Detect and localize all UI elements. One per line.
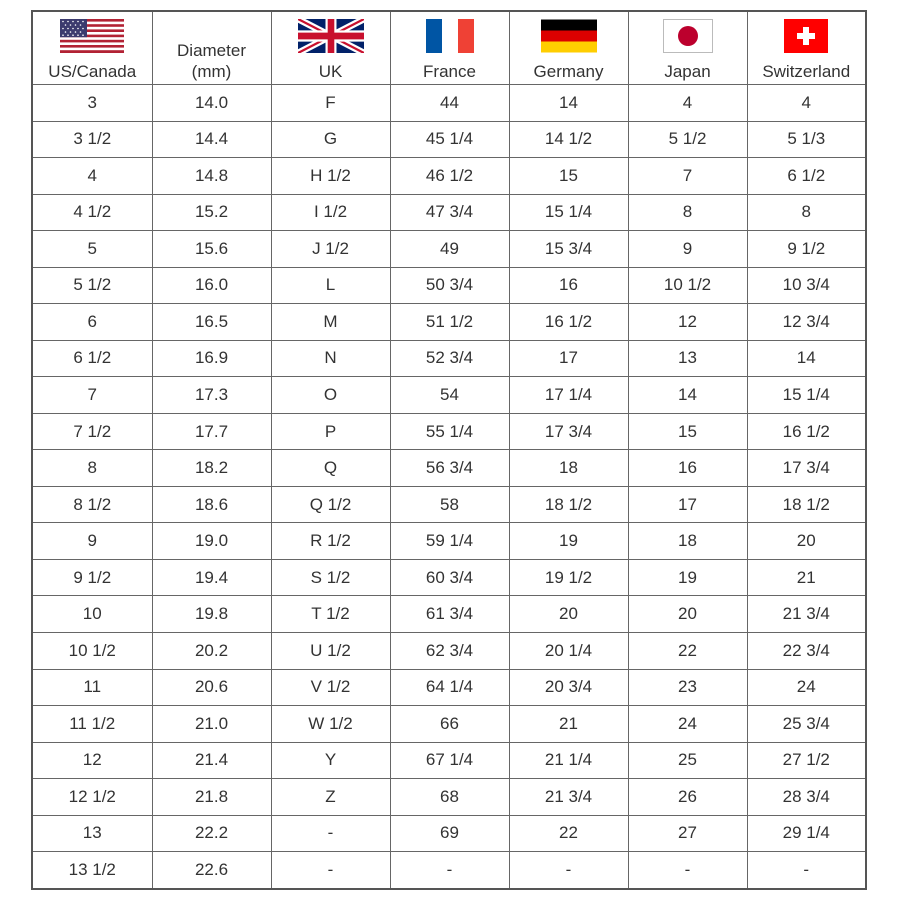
- table-header: [32, 11, 866, 85]
- cell-us-canada: 8: [32, 450, 152, 487]
- cell-uk: Q: [271, 450, 390, 487]
- header-row: [32, 11, 866, 85]
- table-row: [32, 523, 866, 560]
- cell-japan: 27: [628, 815, 747, 852]
- cell-uk: R 1/2: [271, 523, 390, 560]
- cell-us-canada: 9 1/2: [32, 559, 152, 596]
- cell-japan: 13: [628, 340, 747, 377]
- cell-uk: G: [271, 121, 390, 158]
- table-row: [32, 632, 866, 669]
- cell-us-canada: 11 1/2: [32, 706, 152, 743]
- cell-japan: 14: [628, 377, 747, 414]
- cell-france: 45 1/4: [390, 121, 509, 158]
- cell-us-canada: 10: [32, 596, 152, 633]
- table-row: [32, 340, 866, 377]
- cell-switzerland: 5 1/3: [747, 121, 866, 158]
- cell-japan: 23: [628, 669, 747, 706]
- cell-france: 64 1/4: [390, 669, 509, 706]
- cell-switzerland: 21 3/4: [747, 596, 866, 633]
- cell-diameter: 21.8: [152, 779, 271, 816]
- cell-france: 66: [390, 706, 509, 743]
- cell-france: 56 3/4: [390, 450, 509, 487]
- header-uk: [271, 11, 390, 85]
- header-switzerland: [747, 11, 866, 85]
- cell-germany: 15: [509, 158, 628, 195]
- cell-germany: 22: [509, 815, 628, 852]
- cell-germany: 21 3/4: [509, 779, 628, 816]
- cell-france: 62 3/4: [390, 632, 509, 669]
- cell-japan: 24: [628, 706, 747, 743]
- cell-diameter: 16.5: [152, 304, 271, 341]
- cell-switzerland: 15 1/4: [747, 377, 866, 414]
- cell-france: 58: [390, 486, 509, 523]
- cell-france: 69: [390, 815, 509, 852]
- header-label: Germany: [533, 62, 604, 81]
- cell-france: 46 1/2: [390, 158, 509, 195]
- cell-germany: 15 1/4: [509, 194, 628, 231]
- table-row: [32, 559, 866, 596]
- table-row: [32, 231, 866, 268]
- cell-us-canada: 13 1/2: [32, 852, 152, 889]
- cell-france: 60 3/4: [390, 559, 509, 596]
- cell-switzerland: 6 1/2: [747, 158, 866, 195]
- cell-uk: H 1/2: [271, 158, 390, 195]
- cell-germany: 17 1/4: [509, 377, 628, 414]
- table-row: [32, 742, 866, 779]
- cell-germany: 18 1/2: [509, 486, 628, 523]
- cell-uk: L: [271, 267, 390, 304]
- table-row: [32, 706, 866, 743]
- table-row: [32, 304, 866, 341]
- table-row: [32, 267, 866, 304]
- cell-diameter: 19.0: [152, 523, 271, 560]
- cell-uk: I 1/2: [271, 194, 390, 231]
- cell-us-canada: 4 1/2: [32, 194, 152, 231]
- cell-japan: 17: [628, 486, 747, 523]
- cell-switzerland: 22 3/4: [747, 632, 866, 669]
- cell-germany: 19: [509, 523, 628, 560]
- cell-diameter: 22.2: [152, 815, 271, 852]
- cell-france: 51 1/2: [390, 304, 509, 341]
- cell-diameter: 14.4: [152, 121, 271, 158]
- table-row: [32, 85, 866, 122]
- cell-germany: 21 1/4: [509, 742, 628, 779]
- cell-uk: P: [271, 413, 390, 450]
- cell-us-canada: 12 1/2: [32, 779, 152, 816]
- table-row: [32, 413, 866, 450]
- cell-us-canada: 6 1/2: [32, 340, 152, 377]
- cell-japan: 18: [628, 523, 747, 560]
- cell-uk: Q 1/2: [271, 486, 390, 523]
- cell-diameter: 17.7: [152, 413, 271, 450]
- cell-us-canada: 11: [32, 669, 152, 706]
- cell-switzerland: 18 1/2: [747, 486, 866, 523]
- cell-us-canada: 4: [32, 158, 152, 195]
- cell-us-canada: 3: [32, 85, 152, 122]
- cell-diameter: 15.6: [152, 231, 271, 268]
- header-label: UK: [318, 62, 343, 81]
- cell-diameter: 18.2: [152, 450, 271, 487]
- cell-france: 55 1/4: [390, 413, 509, 450]
- cell-switzerland: 10 3/4: [747, 267, 866, 304]
- ring-size-table: [31, 10, 867, 890]
- cell-germany: 15 3/4: [509, 231, 628, 268]
- table-body: [32, 85, 866, 890]
- cell-switzerland: -: [747, 852, 866, 889]
- cell-france: 68: [390, 779, 509, 816]
- cell-switzerland: 17 3/4: [747, 450, 866, 487]
- cell-switzerland: 8: [747, 194, 866, 231]
- header-japan: [628, 11, 747, 85]
- cell-germany: 17 3/4: [509, 413, 628, 450]
- cell-diameter: 19.4: [152, 559, 271, 596]
- cell-us-canada: 9: [32, 523, 152, 560]
- cell-germany: 21: [509, 706, 628, 743]
- cell-us-canada: 5: [32, 231, 152, 268]
- cell-japan: 12: [628, 304, 747, 341]
- cell-germany: 19 1/2: [509, 559, 628, 596]
- table-row: [32, 486, 866, 523]
- cell-uk: T 1/2: [271, 596, 390, 633]
- header-label-line2: (mm): [191, 62, 232, 81]
- cell-japan: 4: [628, 85, 747, 122]
- cell-uk: N: [271, 340, 390, 377]
- cell-france: 47 3/4: [390, 194, 509, 231]
- header-label: France: [423, 62, 476, 81]
- cell-uk: -: [271, 815, 390, 852]
- cell-japan: 22: [628, 632, 747, 669]
- cell-france: 54: [390, 377, 509, 414]
- table-row: [32, 450, 866, 487]
- cell-uk: J 1/2: [271, 231, 390, 268]
- cell-switzerland: 28 3/4: [747, 779, 866, 816]
- cell-france: 44: [390, 85, 509, 122]
- cell-germany: 14 1/2: [509, 121, 628, 158]
- cell-us-canada: 13: [32, 815, 152, 852]
- cell-diameter: 21.0: [152, 706, 271, 743]
- table-row: [32, 815, 866, 852]
- cell-diameter: 20.2: [152, 632, 271, 669]
- cell-switzerland: 20: [747, 523, 866, 560]
- cell-japan: 9: [628, 231, 747, 268]
- cell-germany: 18: [509, 450, 628, 487]
- germany-flag-icon: [541, 19, 597, 53]
- cell-diameter: 16.9: [152, 340, 271, 377]
- cell-japan: 8: [628, 194, 747, 231]
- cell-switzerland: 12 3/4: [747, 304, 866, 341]
- cell-diameter: 21.4: [152, 742, 271, 779]
- cell-us-canada: 3 1/2: [32, 121, 152, 158]
- cell-us-canada: 5 1/2: [32, 267, 152, 304]
- switzerland-flag-icon: [784, 19, 828, 53]
- uk-flag-icon: [298, 19, 364, 53]
- cell-japan: 26: [628, 779, 747, 816]
- cell-france: 50 3/4: [390, 267, 509, 304]
- cell-france: 61 3/4: [390, 596, 509, 633]
- header-france: [390, 11, 509, 85]
- cell-france: 49: [390, 231, 509, 268]
- table-row: [32, 121, 866, 158]
- cell-uk: Y: [271, 742, 390, 779]
- cell-us-canada: 10 1/2: [32, 632, 152, 669]
- cell-japan: 15: [628, 413, 747, 450]
- cell-uk: M: [271, 304, 390, 341]
- cell-diameter: 16.0: [152, 267, 271, 304]
- cell-switzerland: 16 1/2: [747, 413, 866, 450]
- cell-us-canada: 6: [32, 304, 152, 341]
- cell-switzerland: 25 3/4: [747, 706, 866, 743]
- header-diameter: [152, 11, 271, 85]
- cell-japan: 16: [628, 450, 747, 487]
- cell-japan: 20: [628, 596, 747, 633]
- cell-uk: F: [271, 85, 390, 122]
- header-label-line1: Diameter: [177, 41, 246, 60]
- cell-germany: -: [509, 852, 628, 889]
- cell-france: -: [390, 852, 509, 889]
- cell-japan: 7: [628, 158, 747, 195]
- cell-france: 67 1/4: [390, 742, 509, 779]
- cell-japan: -: [628, 852, 747, 889]
- cell-japan: 19: [628, 559, 747, 596]
- cell-diameter: 18.6: [152, 486, 271, 523]
- cell-uk: -: [271, 852, 390, 889]
- cell-france: 59 1/4: [390, 523, 509, 560]
- table-row: [32, 669, 866, 706]
- table-row: [32, 596, 866, 633]
- cell-diameter: 17.3: [152, 377, 271, 414]
- cell-switzerland: 9 1/2: [747, 231, 866, 268]
- table-row: [32, 779, 866, 816]
- cell-uk: U 1/2: [271, 632, 390, 669]
- cell-switzerland: 29 1/4: [747, 815, 866, 852]
- cell-uk: Z: [271, 779, 390, 816]
- cell-japan: 5 1/2: [628, 121, 747, 158]
- cell-germany: 16: [509, 267, 628, 304]
- cell-us-canada: 7: [32, 377, 152, 414]
- cell-germany: 16 1/2: [509, 304, 628, 341]
- header-us-canada: [32, 11, 152, 85]
- cell-uk: V 1/2: [271, 669, 390, 706]
- cell-us-canada: 12: [32, 742, 152, 779]
- table-row: [32, 194, 866, 231]
- header-germany: [509, 11, 628, 85]
- cell-germany: 20: [509, 596, 628, 633]
- cell-switzerland: 27 1/2: [747, 742, 866, 779]
- header-label: Switzerland: [762, 62, 851, 81]
- us-flag-icon: [60, 19, 124, 53]
- table-row: [32, 158, 866, 195]
- cell-switzerland: 21: [747, 559, 866, 596]
- cell-switzerland: 14: [747, 340, 866, 377]
- cell-japan: 25: [628, 742, 747, 779]
- cell-switzerland: 4: [747, 85, 866, 122]
- cell-diameter: 20.6: [152, 669, 271, 706]
- cell-diameter: 22.6: [152, 852, 271, 889]
- cell-uk: O: [271, 377, 390, 414]
- cell-france: 52 3/4: [390, 340, 509, 377]
- cell-us-canada: 8 1/2: [32, 486, 152, 523]
- cell-uk: S 1/2: [271, 559, 390, 596]
- cell-diameter: 19.8: [152, 596, 271, 633]
- header-label: Japan: [664, 62, 711, 81]
- france-flag-icon: [425, 19, 475, 53]
- cell-germany: 20 3/4: [509, 669, 628, 706]
- table-row: [32, 377, 866, 414]
- cell-us-canada: 7 1/2: [32, 413, 152, 450]
- header-label: US/Canada: [48, 62, 137, 81]
- cell-japan: 10 1/2: [628, 267, 747, 304]
- cell-germany: 17: [509, 340, 628, 377]
- cell-switzerland: 24: [747, 669, 866, 706]
- cell-germany: 14: [509, 85, 628, 122]
- cell-diameter: 15.2: [152, 194, 271, 231]
- cell-germany: 20 1/4: [509, 632, 628, 669]
- table-row: [32, 852, 866, 889]
- cell-diameter: 14.8: [152, 158, 271, 195]
- cell-uk: W 1/2: [271, 706, 390, 743]
- cell-diameter: 14.0: [152, 85, 271, 122]
- japan-flag-icon: [663, 19, 713, 53]
